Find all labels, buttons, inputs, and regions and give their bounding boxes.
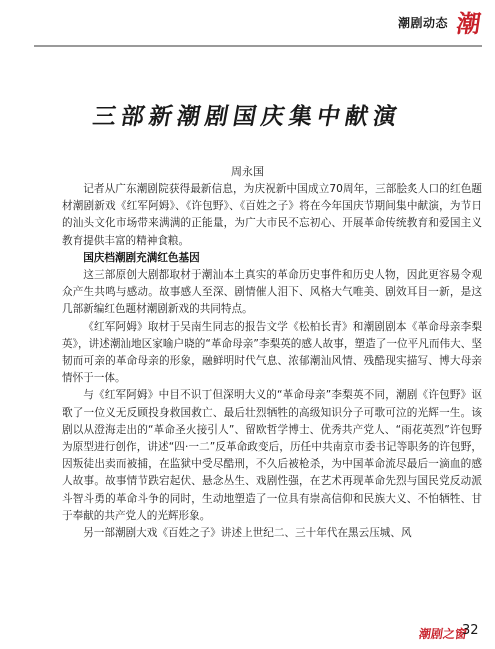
footer-logo-mark: 潮剧之窗 <box>417 627 468 641</box>
header-logo-mark: 潮 <box>454 8 483 38</box>
paragraph: 这三部原创大剧都取材于潮汕本土真实的革命历史事件和历史人物，因此更容易令观众产生共鸣与感动。故事感人至深、剧情催人泪下、风格大气唯美、剧效耳目一新，是这几部新编红色题材潮剧新戏的共同特点。 <box>62 269 482 316</box>
article-title: 三部新潮剧国庆集中献演 <box>90 103 404 130</box>
article-author: 周永国 <box>231 165 264 178</box>
paragraph: 另一部潮剧大戏《百姓之子》讲述上世纪二、三十年代在黑云压城、风 <box>83 527 412 540</box>
header-divider <box>34 45 482 47</box>
paragraph: 《红军阿姆》取材于吴南生同志的报告文学《松柏长青》和潮剧剧本《革命母亲李梨英》，讲述潮汕地区家喻户晓的“革命母亲”李梨英的感人故事，塑造了一位平凡而伟大、坚韧而可亲的革命母亲的形象，融鲜明时代气息、浓郁潮汕风情、残酷现实描写、博大母亲情怀于一体。 <box>62 320 482 385</box>
article-body <box>62 181 482 542</box>
section-title: 潮剧动态 <box>398 16 449 30</box>
section-heading: 国庆档潮剧充满红色基因 <box>83 251 200 264</box>
paragraph-intro: 记者从广东潮剧院获得最新信息，为庆祝新中国成立70周年，三部脍炙人口的红色题材潮剧新戏《红军阿姆》、《许包野》、《百姓之子》将在今年国庆节期间集中献演，为节日的汕头文化市场带来满满的正能量，为广大市民不忘初心、开展革命传统教育和爱国主义教育提供丰富的精神食粮。 <box>62 183 482 247</box>
paragraph: 与《红军阿姆》中目不识丁但深明大义的“革命母亲”李梨英不同，潮剧《许包野》讴歌了一位义无反顾投身救国救亡、最后壮烈牺牲的高级知识分子可歌可泣的光辉一生。该剧以从澄海走出的“革命圣火接引人”、留欧哲学博士、优秀共产党人、“雨花英烈”许包野为原型进行创作，讲述“四·一二”反革命政变后，历任中共南京市委书记等职务的许包野，因叛徒出卖而被捕，在监狱中受尽酷刑，不久后被枪杀，为中国革命流尽最后一滴血的感人故事。故事情节跌宕起伏、悬念丛生、戏剧性强，在艺术再现革命先烈与国民党反动派斗智斗勇的革命斗争的同时，生动地塑造了一位具有崇高信仰和民族大义、不怕牺牲、甘于奉献的共产党人的光辉形象。 <box>62 389 482 522</box>
page-number: 32 <box>462 623 479 638</box>
